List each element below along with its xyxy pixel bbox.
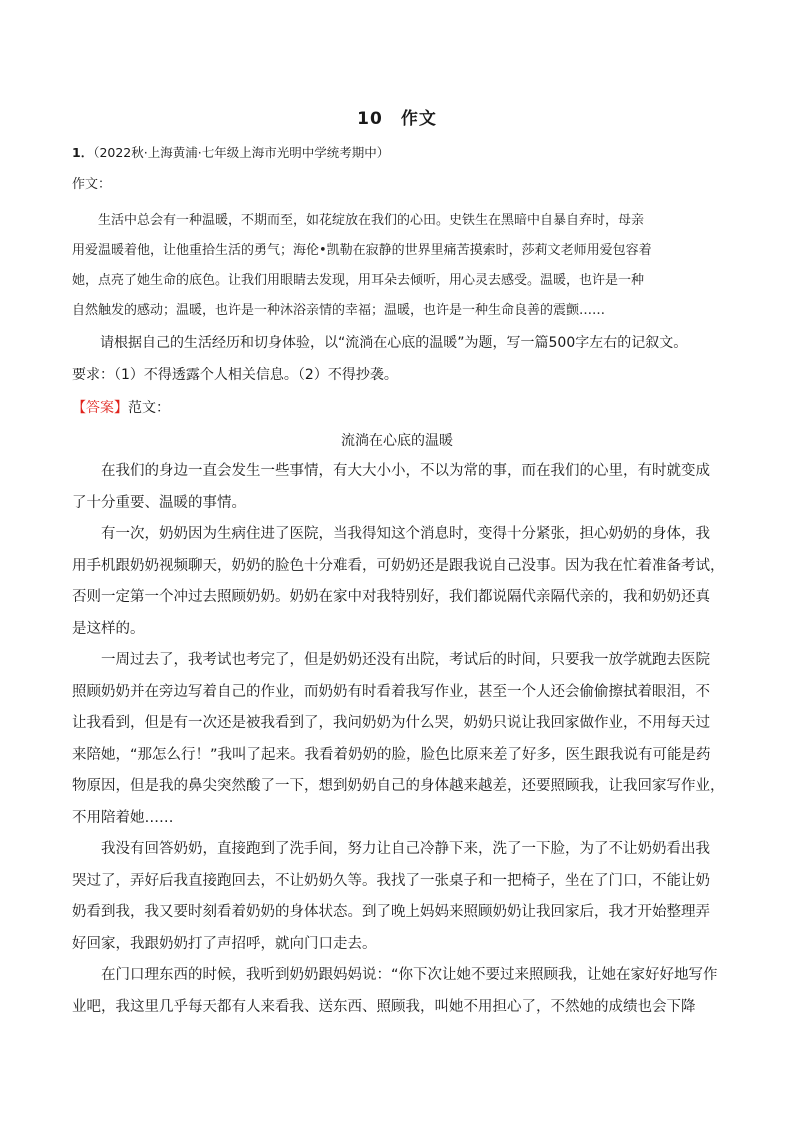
essay-line: 业吧，我这里几乎每天都有人来看我、送东西、照顾我，叫她不用担心了，不然她的成绩也会下降 xyxy=(72,998,696,1015)
question-number: 1． xyxy=(72,145,94,160)
essay-line: 我没有回答奶奶，直接跑到了洗手间，努力让自己冷静下来，洗了一下脸，为了不让奶奶看出我 xyxy=(72,841,710,857)
question-source: （2022秋·上海黄浦·七年级上海市光明中学统考期中） xyxy=(93,145,390,160)
essay-line: 否则一定第一个冲过去照顾奶奶。奶奶在家中对我特别好，我们都说隔代亲隔代亲的，我和奶奶还真 xyxy=(72,589,710,605)
material-line: 用爱温暖着他，让他重拾生活的勇气；海伦•凯勒在寂静的世界里痛苦摸索时，莎莉文老师用爱包容着 xyxy=(72,243,652,258)
essay-line: 了十分重要、温暖的事情。 xyxy=(72,494,246,511)
essay-line: 用手机跟奶奶视频聊天，奶奶的脸色十分难看，可奶奶还是跟我说自己没事。因为我在忙着准备考试， xyxy=(72,557,725,574)
writing-task: 请根据自己的生活经历和切身体验，以“流淌在心底的温暖”为题，写一篇500字左右的记叙文。 xyxy=(72,335,688,351)
essay-line: 来陪她，“那怎么行！”我叫了起来。我看着奶奶的脸，脸色比原来差了好多，医生跟我说有可能是药 xyxy=(72,746,711,763)
essay-line: 有一次，奶奶因为生病住进了医院，当我得知这个消息时，变得十分紧张，担心奶奶的身体，我 xyxy=(72,526,710,542)
essay-line: 让我看到，但是有一次还是被我看到了，我问奶奶为什么哭，奶奶只说让我回家做作业，不用每天过 xyxy=(72,715,710,731)
requirements: 要求：（1）不得透露个人相关信息。（2）不得抄袭。 xyxy=(72,367,398,383)
answer-tag: 【答案】 xyxy=(72,400,128,416)
essay-line: 一周过去了，我考试也考完了，但是奶奶还没有出院，考试后的时间，只要我一放学就跑去医院 xyxy=(72,652,710,668)
essay-line: 物原因，但是我的鼻尖突然酸了一下，想到奶奶自己的身体越来越差，还要照顾我，让我回家写作业， xyxy=(72,778,725,794)
question-header xyxy=(72,144,389,162)
prompt-label: 作文： xyxy=(72,177,112,192)
essay-line: 是这样的。 xyxy=(72,620,145,637)
essay-line: 不用陪着她…… xyxy=(72,809,174,826)
essay-line: 照顾奶奶并在旁边写着自己的作业，而奶奶有时看着我写作业，甚至一个人还会偷偷擦拭着眼泪，不 xyxy=(72,683,710,700)
essay-line: 哭过了，弄好后我直接跑回去，不让奶奶久等。我找了一张桌子和一把椅子，坐在了门口，不能让奶 xyxy=(72,872,710,889)
essay-line: 好回家，我跟奶奶打了声招呼，就向门口走去。 xyxy=(72,935,377,952)
essay-line: 在门口理东西的时候，我听到奶奶跟妈妈说：“你下次让她不要过来照顾我，让她在家好好地写作 xyxy=(72,967,718,983)
essay-body xyxy=(72,456,736,1023)
material-line: 自然触发的感动；温暖，也许是一种沐浴亲情的幸福；温暖，也许是一种生命良善的震颤…… xyxy=(72,303,606,318)
answer-label: 范文： xyxy=(128,400,170,416)
prompt-material xyxy=(72,206,732,326)
page-title: 10 作文 xyxy=(357,109,437,129)
answer-header xyxy=(72,399,170,417)
material-line: 生活中总会有一种温暖，不期而至，如花绽放在我们的心田。史铁生在黑暗中自暴自弃时，母亲 xyxy=(72,213,645,228)
material-line: 她，点亮了她生命的底色。让我们用眼睛去发现，用耳朵去倾听，用心灵去感受。温暖，也许是一种 xyxy=(72,273,645,288)
essay-title: 流淌在心底的温暖 xyxy=(341,433,453,449)
essay-line: 奶看到我，我又要时刻看着奶奶的身体状态。到了晚上妈妈来照顾奶奶让我回家后，我才开始整理弄 xyxy=(72,904,710,920)
essay-line: 在我们的身边一直会发生一些事情，有大大小小，不以为常的事，而在我们的心里，有时就变成 xyxy=(72,463,710,479)
